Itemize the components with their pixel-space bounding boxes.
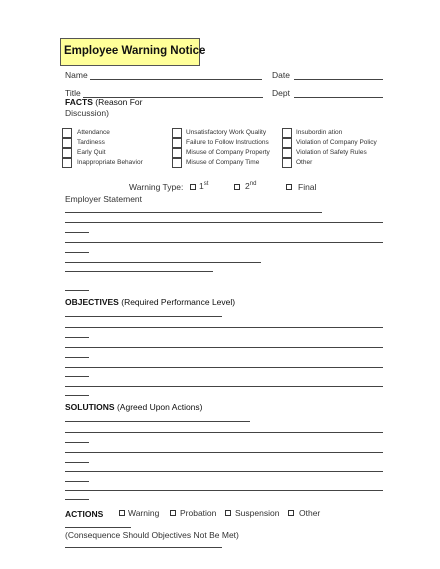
name-label: Name	[65, 70, 88, 80]
write-line[interactable]	[65, 386, 383, 387]
warning-final-checkbox[interactable]	[286, 184, 292, 190]
reason-checkbox[interactable]	[172, 148, 182, 158]
write-line[interactable]	[65, 316, 222, 317]
reason-label: Insubordin ation	[296, 129, 343, 136]
write-line[interactable]	[65, 499, 89, 500]
action-label: Probation	[180, 508, 217, 518]
action-label: Suspension	[235, 508, 280, 518]
reason-checkbox[interactable]	[282, 138, 292, 148]
reason-label: Other	[296, 159, 313, 166]
facts-subheading: Discussion)	[65, 108, 109, 118]
reason-label: Unsatisfactory Work Quality	[186, 129, 267, 136]
write-line[interactable]	[65, 471, 383, 472]
solutions-heading: SOLUTIONS (Agreed Upon Actions)	[65, 402, 203, 412]
action-checkbox[interactable]	[225, 510, 231, 516]
warning-final-label: Final	[298, 182, 317, 192]
reason-checkbox[interactable]	[282, 148, 292, 158]
reason-checkbox[interactable]	[172, 138, 182, 148]
write-line[interactable]	[65, 462, 89, 463]
write-line[interactable]	[65, 357, 89, 358]
reason-label: Attendance	[77, 129, 110, 136]
reason-checkbox[interactable]	[172, 128, 182, 138]
warning-2nd-label: 2nd	[245, 181, 257, 191]
reason-checkbox[interactable]	[62, 148, 72, 158]
write-line[interactable]	[65, 395, 89, 396]
write-line[interactable]	[65, 432, 383, 433]
action-checkbox[interactable]	[170, 510, 176, 516]
reason-label: Early Quit	[77, 149, 106, 156]
date-label: Date	[272, 70, 290, 80]
write-line[interactable]	[65, 442, 89, 443]
dept-field[interactable]	[294, 97, 383, 98]
date-field[interactable]	[294, 79, 383, 80]
write-line[interactable]	[65, 232, 89, 233]
write-line[interactable]	[65, 212, 322, 213]
employer-statement-label: Employer Statement	[65, 194, 143, 204]
action-checkbox[interactable]	[119, 510, 125, 516]
write-line[interactable]	[65, 222, 383, 223]
write-line[interactable]	[65, 262, 261, 263]
warning-1st-label: 1st	[199, 181, 209, 191]
reason-label: Misuse of Company Time	[186, 159, 260, 166]
form-title: Employee Warning Notice	[64, 45, 206, 57]
warning-type-label: Warning Type:	[129, 182, 184, 192]
write-line[interactable]	[65, 481, 89, 482]
reason-checkbox[interactable]	[62, 138, 72, 148]
name-field[interactable]	[90, 79, 262, 80]
job-title-label: Title	[65, 88, 81, 98]
consequence-label: (Consequence Should Objectives Not Be Met)	[65, 530, 239, 540]
objectives-heading: OBJECTIVES (Required Performance Level)	[65, 297, 236, 307]
write-line[interactable]	[65, 242, 383, 243]
reason-label: Failure to Follow Instructions	[186, 139, 269, 146]
reason-checkbox[interactable]	[62, 158, 72, 168]
warning-1st-checkbox[interactable]	[190, 184, 196, 190]
actions-line[interactable]	[65, 527, 131, 528]
write-line[interactable]	[65, 347, 383, 348]
consequence-line[interactable]	[65, 547, 222, 548]
reason-checkbox[interactable]	[172, 158, 182, 168]
write-line[interactable]	[65, 490, 383, 491]
action-label: Other	[299, 508, 321, 518]
write-line[interactable]	[65, 252, 89, 253]
write-line[interactable]	[65, 271, 213, 272]
write-line[interactable]	[65, 337, 89, 338]
reason-label: Violation of Safety Rules	[296, 149, 367, 156]
reason-checkbox[interactable]	[282, 128, 292, 138]
write-line[interactable]	[65, 376, 89, 377]
warning-2nd-checkbox[interactable]	[234, 184, 240, 190]
write-line[interactable]	[65, 421, 250, 422]
write-line[interactable]	[65, 367, 383, 368]
dept-label: Dept	[272, 88, 290, 98]
reason-label: Inappropriate Behavior	[77, 159, 143, 166]
facts-heading: FACTS (Reason For	[65, 97, 143, 107]
write-line[interactable]	[65, 452, 383, 453]
action-checkbox[interactable]	[288, 510, 294, 516]
actions-heading: ACTIONS	[65, 509, 104, 519]
reason-label: Misuse of Company Property	[186, 149, 270, 156]
action-label: Warning	[128, 508, 160, 518]
reason-checkbox[interactable]	[62, 128, 72, 138]
reason-label: Violation of Company Policy	[296, 139, 377, 146]
reason-label: Tardiness	[77, 139, 105, 146]
reason-checkbox[interactable]	[282, 158, 292, 168]
write-line[interactable]	[65, 327, 383, 328]
write-line[interactable]	[65, 290, 89, 291]
